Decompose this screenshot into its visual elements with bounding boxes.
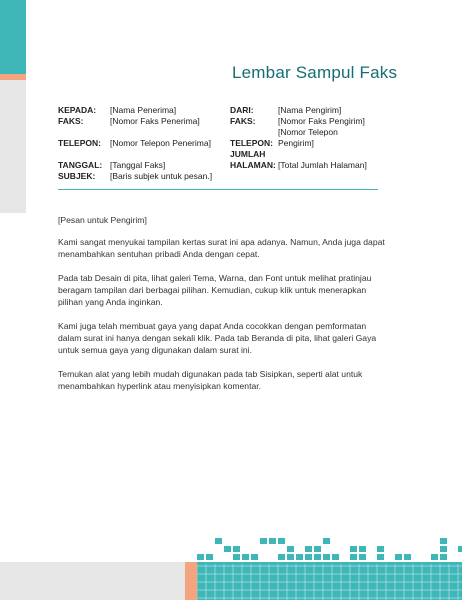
footer-pixel-pattern [197, 536, 462, 600]
sender-fax-label: FAKS: [230, 116, 256, 126]
to-value: [Nama Penerima] [110, 105, 177, 115]
from-label: DARI: [230, 105, 254, 115]
paragraph-4: Temukan alat yang lebih mudah digunakan pada tab Sisipkan, seperti alat untuk menambahkan hyperlink atau menyisipkan komentar. [58, 369, 363, 392]
footer-accent-grey [0, 562, 185, 600]
phone-value: [Nomor Telepon Penerima] [110, 138, 211, 148]
sender-phone-value: [Nomor Telepon Pengirim] [278, 127, 338, 148]
fax-label: FAKS: [58, 116, 84, 126]
header-divider [58, 189, 378, 190]
pages-label: HALAMAN: [230, 160, 276, 170]
subject-label: SUBJEK: [58, 171, 96, 181]
total-label: JUMLAH [230, 149, 266, 159]
sender-fax-value: [Nomor Faks Pengirim] [278, 116, 365, 126]
left-accent-grey [0, 80, 26, 213]
date-label: TANGGAL: [58, 160, 103, 170]
from-value: [Nama Pengirim] [278, 105, 342, 115]
sender-phone-label: TELEPON: [230, 138, 273, 148]
phone-label: TELEPON: [58, 138, 101, 148]
message-placeholder: [Pesan untuk Pengirim] [58, 215, 147, 225]
to-label: KEPADA: [58, 105, 97, 115]
message-body [58, 214, 388, 394]
recipient-info [58, 105, 228, 185]
sender-info [230, 105, 380, 185]
page-title: Lembar Sampul Faks [232, 63, 398, 82]
paragraph-2: Pada tab Desain di pita, lihat galeri Tema, Warna, dan Font untuk melihat pratinjau beragam tampilan dari berbagai pilihan. Kemudian, cukup klik untuk menerapkan pilihan yang Anda inginkan. [58, 273, 372, 308]
footer-accent-orange [185, 562, 197, 600]
date-value: [Tanggal Faks] [110, 160, 166, 170]
paragraph-1: Kami sangat menyukai tampilan kertas surat ini apa adanya. Namun, Anda juga dapat menambahkan sentuhan pribadi Anda dengan cepat. [58, 237, 385, 260]
fax-value: [Nomor Faks Penerima] [110, 116, 200, 126]
pages-value: [Total Jumlah Halaman] [278, 160, 367, 170]
left-accent-teal [0, 0, 26, 74]
paragraph-3: Kami juga telah membuat gaya yang dapat Anda cocokkan dengan pemformatan dalam surat ini hanya dengan sekali klik. Pada tab Beranda di pita, lihat galeri Gaya untuk semua gaya yang digunakan dalam surat ini. [58, 321, 377, 356]
subject-value: [Baris subjek untuk pesan.] [110, 171, 213, 181]
